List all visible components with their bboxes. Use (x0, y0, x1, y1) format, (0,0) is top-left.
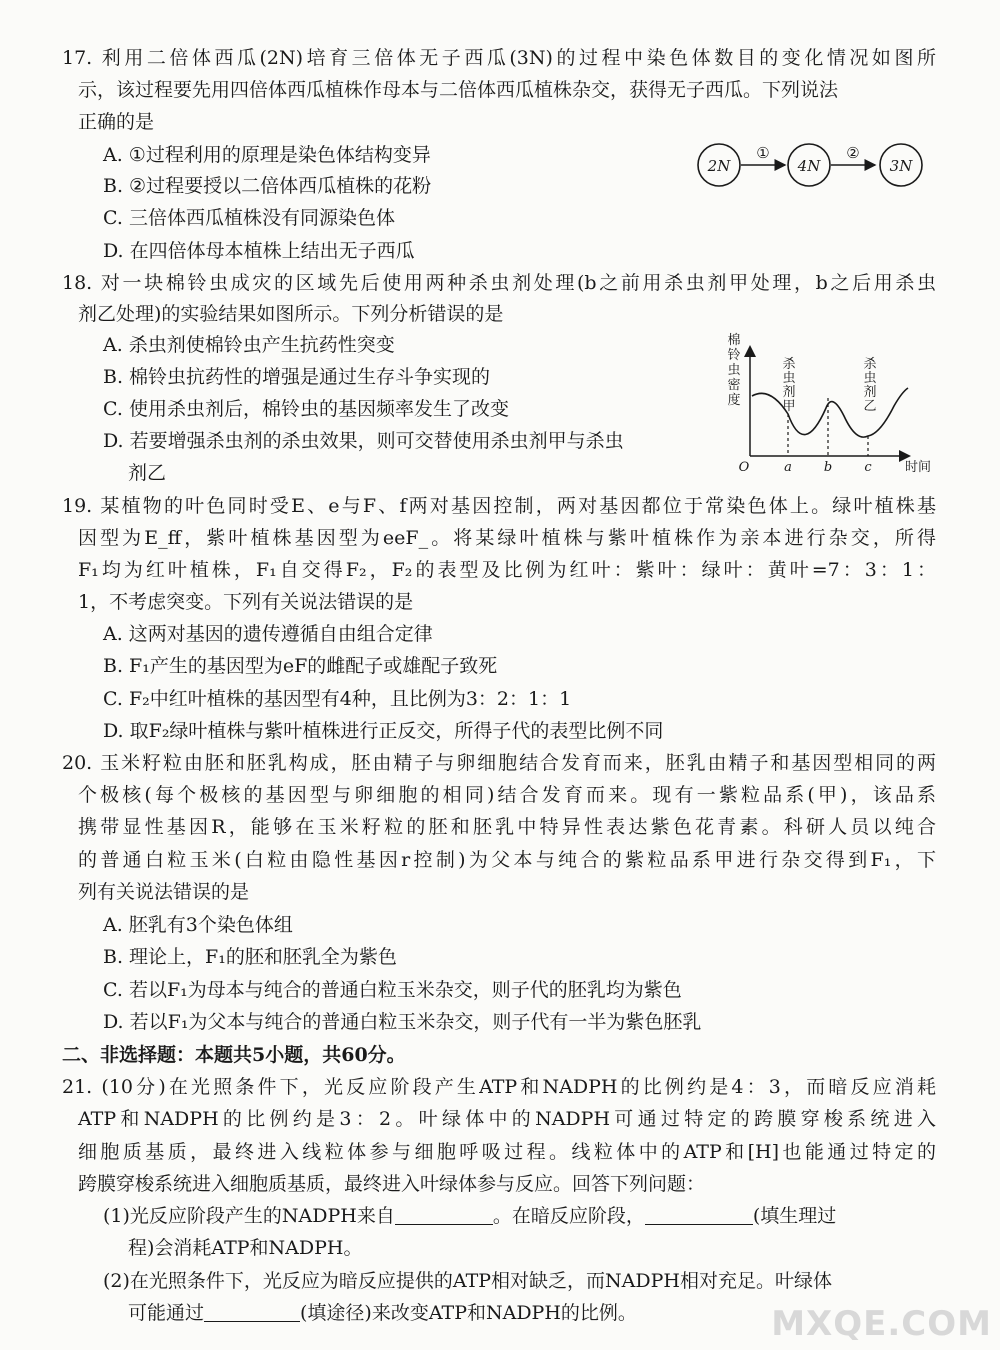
q18-stem-line-1: 18. 对一块棉铃虫成灾的区域先后使用两种杀虫剂处理(b之前用杀虫剂甲处理，b之后用杀虫 (62, 272, 936, 294)
q20-option-c: C. 若以F₁为母本与纯合的普通白粒玉米杂交，则子代的胚乳均为紫色 (103, 979, 682, 1001)
label-c-char-4: 乙 (863, 399, 877, 414)
ylabel-char-2: 铃 (727, 348, 741, 363)
q18-option-d-cont: 剂乙 (128, 462, 167, 484)
label-c-char-2: 虫 (863, 371, 877, 386)
q19-option-b: B. F₁产生的基因型为eF的雌配子或雄配子致死 (103, 655, 498, 677)
q21-sub2-blank[interactable] (204, 1301, 300, 1322)
q17-stem-line-3: 正确的是 (78, 111, 155, 133)
q19-option-d: D. 取F₂绿叶植株与紫叶植株进行正反交，所得子代的表型比例不同 (103, 720, 664, 742)
q18-density-chart (722, 330, 942, 480)
q20-option-b: B. 理论上，F₁的胚和胚乳全为紫色 (103, 946, 397, 968)
q19-option-a: A. 这两对基因的遗传遵循自由组合定律 (103, 623, 433, 645)
q21-sub1-line-2: 程)会消耗ATP和NADPH。 (128, 1237, 363, 1259)
q21-stem-line-1: 21. (10分)在光照条件下，光反应阶段产生ATP和NADPH的比例约是4：3，而暗反应消耗 (62, 1076, 936, 1098)
q17-option-a: A. ①过程利用的原理是染色体结构变异 (103, 144, 431, 166)
ylabel-char-5: 度 (727, 393, 741, 408)
label-a-char-3: 剂 (782, 385, 796, 400)
tick-label-c: c (864, 460, 872, 475)
q19-stem-line-2: 因型为E_ff，紫叶植株基因型为eeF_。将某绿叶植株与紫叶植株作为亲本进行杂交，所得 (78, 527, 936, 549)
q19-stem-line-1: 19. 某植物的叶色同时受E、e与F、f两对基因控制，两对基因都位于常染色体上。绿叶植株基 (62, 495, 936, 517)
section-heading: 二、非选择题：本题共5小题，共60分。 (62, 1044, 406, 1066)
q17-stem-line-2: 示，该过程要先用四倍体西瓜植株作母本与二倍体西瓜植株杂交，获得无子西瓜。下列说法 (78, 79, 839, 101)
xlabel: 时间 (904, 460, 932, 475)
origin-label: O (738, 460, 750, 475)
tick-label-a: a (784, 460, 792, 475)
density-curve (752, 388, 908, 437)
q21-sub2-line-2 (128, 1298, 637, 1328)
node-3n (880, 144, 922, 186)
q18-option-a: A. 杀虫剂使棉铃虫产生抗药性突变 (103, 334, 395, 356)
q20-stem-line-3: 携带显性基因R，能够在玉米籽粒的胚和胚乳中特异性表达紫色花青素。科研人员以纯合 (78, 816, 936, 838)
label-a-char-2: 虫 (782, 371, 796, 386)
ylabel-char-1: 棉 (727, 333, 741, 348)
q17-stem-line-1: 17. 利用二倍体西瓜(2N)培育三倍体无子西瓜(3N)的过程中染色体数目的变化情况如图所 (62, 47, 936, 69)
q18-stem-line-2: 剂乙处理)的实验结果如图所示。下列分析错误的是 (78, 303, 504, 325)
q20-stem-line-5: 列有关说法错误的是 (78, 881, 250, 903)
q18-option-b: B. 棉铃虫抗药性的增强是通过生存斗争实现的 (103, 366, 491, 388)
svg-text:4N: 4N (797, 157, 821, 175)
label-c-char-3: 剂 (863, 385, 877, 400)
q21-stem-line-4: 跨膜穿梭系统进入细胞质基质，最终进入叶绿体参与反应。回答下列问题： (78, 1173, 706, 1195)
q21-sub1-blank-2[interactable] (645, 1204, 753, 1225)
label-a-char-4: 甲 (782, 399, 796, 414)
q21-sub1-blank-1[interactable] (395, 1204, 493, 1225)
ylabel-char-4: 密 (727, 378, 741, 393)
q20-option-a: A. 胚乳有3个染色体组 (103, 914, 293, 936)
q18-option-c: C. 使用杀虫剂后，棉铃虫的基因频率发生了改变 (103, 398, 509, 420)
label-c-char-1: 杀 (863, 357, 877, 372)
q20-stem-line-4: 的普通白粒玉米(白粒由隐性基因r控制)为父本与纯合的紫粒品系甲进行杂交得到F₁，下 (78, 849, 936, 871)
q19-stem-line-4: 1，不考虑突变。下列有关说法错误的是 (78, 591, 414, 613)
svg-text:3N: 3N (889, 157, 913, 175)
q21-sub1-text-b: 。在暗反应阶段， (492, 1205, 645, 1227)
q21-stem-line-2: ATP和NADPH的比例约是3：2。叶绿体中的NADPH可通过特定的跨膜穿梭系统进入 (78, 1108, 936, 1130)
q21-sub2-text-c: (填途径)来改变ATP和NADPH的比例。 (300, 1302, 637, 1324)
q19-option-c: C. F₂中红叶植株的基因型有4种，且比例为3：2：1：1 (103, 688, 572, 710)
q21-sub1-text-c: (填生理过 (752, 1205, 837, 1227)
q20-stem-line-2: 个极核(每个极核的基因型与卵细胞的相同)结合发育而来。现有一紫粒品系(甲)，该品系 (78, 784, 936, 806)
watermark-text: MXQE.COM (771, 1304, 992, 1344)
svg-text:2N: 2N (707, 157, 731, 175)
q21-stem-line-3: 细胞质基质，最终进入线粒体参与细胞呼吸过程。线粒体中的ATP和[H]也能通过特定的 (78, 1141, 936, 1163)
ylabel-char-3: 虫 (727, 363, 741, 378)
tick-label-b: b (823, 460, 833, 475)
q20-stem-line-1: 20. 玉米籽粒由胚和胚乳构成，胚由精子与卵细胞结合发育而来，胚乳由精子和基因型相同的两 (62, 752, 936, 774)
node-4n (788, 144, 830, 186)
node-2n (698, 144, 740, 186)
q18-option-d: D. 若要增强杀虫剂的杀虫效果，则可交替使用杀虫剂甲与杀虫 (103, 430, 624, 452)
q21-sub1-text-a: (1)光反应阶段产生的NADPH来自 (103, 1205, 395, 1227)
q17-option-c: C. 三倍体西瓜植株没有同源染色体 (103, 207, 395, 229)
q20-option-d: D. 若以F₁为父本与纯合的普通白粒玉米杂交，则子代有一半为紫色胚乳 (103, 1011, 702, 1033)
step-1-label: ① (756, 144, 770, 162)
q17-ploidy-diagram (690, 135, 940, 195)
q17-option-d: D. 在四倍体母本植株上结出无子西瓜 (103, 240, 415, 262)
q21-sub2-line-1: (2)在光照条件下，光反应为暗反应提供的ATP相对缺乏，而NADPH相对充足。叶绿体 (103, 1270, 832, 1292)
q19-stem-line-3: F₁均为红叶植株，F₁自交得F₂，F₂的表型及比例为红叶：紫叶：绿叶：黄叶=7：3：1： (78, 559, 936, 581)
label-a-char-1: 杀 (782, 357, 796, 372)
step-2-label: ② (846, 144, 860, 162)
q17-option-b: B. ②过程要授以二倍体西瓜植株的花粉 (103, 175, 432, 197)
q21-sub2-text-b: 可能通过 (128, 1302, 205, 1324)
watermark (771, 1304, 992, 1344)
q21-sub1-line-1 (103, 1201, 836, 1231)
